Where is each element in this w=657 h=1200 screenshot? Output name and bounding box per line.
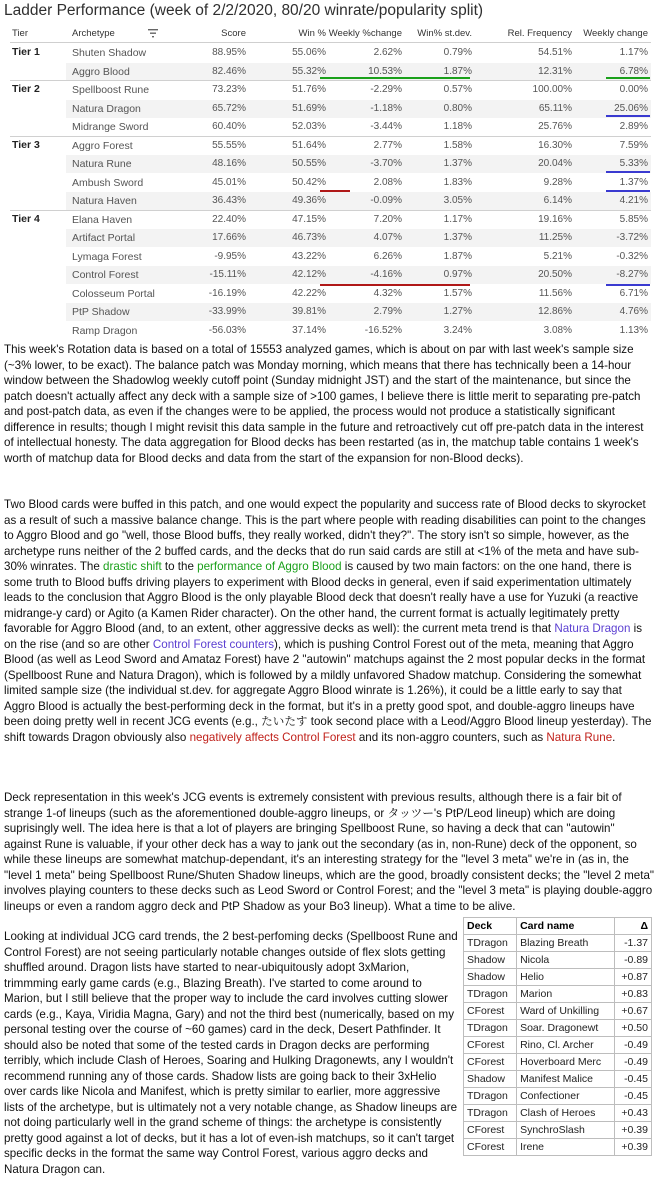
card-card-cell: Irene xyxy=(517,1139,615,1156)
tier-label: Tier 4 xyxy=(12,212,40,225)
table-row xyxy=(66,118,651,136)
sd-cell: 1.87% xyxy=(443,65,472,77)
card-table-row xyxy=(464,1037,652,1054)
win-cell: 50.55% xyxy=(292,158,326,169)
card-table-header-delta: Δ xyxy=(614,918,651,935)
score-cell: -9.95% xyxy=(214,250,246,262)
card-trends-table xyxy=(463,917,652,1156)
win-cell: 51.76% xyxy=(292,84,326,95)
card-deck-cell: TDragon xyxy=(464,935,517,952)
freq-cell: 65.11% xyxy=(538,102,572,114)
win-cell: 42.22% xyxy=(292,287,326,299)
card-card-cell: Soar. Dragonewt xyxy=(517,1020,615,1037)
page-title: Ladder Performance (week of 2/2/2020, 80/20 winrate/popularity split) xyxy=(4,2,484,19)
card-card-cell: Rino, Cl. Archer xyxy=(517,1037,615,1054)
archetype-cell: Ambush Sword xyxy=(72,176,144,189)
sd-cell: 1.27% xyxy=(443,306,472,317)
wc-cell: 1.37% xyxy=(619,176,648,188)
card-deck-cell: Shadow xyxy=(464,1071,517,1088)
paragraph-2-text xyxy=(4,497,654,745)
score-cell: 36.43% xyxy=(212,195,246,206)
card-delta-cell: +0.39 xyxy=(614,1139,651,1156)
table-row xyxy=(66,285,651,303)
sd-cell: 1.87% xyxy=(443,250,472,262)
win-cell: 55.32% xyxy=(292,65,326,77)
wpc-cell: 4.32% xyxy=(373,287,402,299)
paragraph-jcg-representation xyxy=(4,790,654,914)
p2-h: . xyxy=(612,730,616,744)
win-cell: 42.12% xyxy=(292,269,326,280)
wpc-cell: 6.26% xyxy=(373,250,402,262)
freq-cell: 20.04% xyxy=(538,158,572,169)
p2-e: is on the rise (and so are other xyxy=(4,622,642,651)
card-card-cell: Helio xyxy=(517,969,615,986)
card-table-row xyxy=(464,1020,652,1037)
wpc-cell: 4.07% xyxy=(373,232,402,243)
archetype-cell: PtP Shadow xyxy=(72,306,130,318)
underline-natura-rune-pct xyxy=(320,190,350,192)
card-table-row xyxy=(464,986,652,1003)
card-deck-cell: CForest xyxy=(464,1037,517,1054)
wc-cell: 6.71% xyxy=(619,287,648,299)
tier-label: Tier 2 xyxy=(12,83,40,95)
freq-cell: 25.76% xyxy=(538,121,572,132)
sd-cell: 0.97% xyxy=(443,269,472,280)
card-deck-cell: CForest xyxy=(464,1122,517,1139)
wc-cell: 5.85% xyxy=(619,213,648,225)
underline-aggro-blood-green xyxy=(320,77,470,79)
card-delta-cell: +0.50 xyxy=(614,1020,651,1037)
underline-control-forest-red xyxy=(320,284,470,286)
filter-icon[interactable] xyxy=(148,29,158,38)
table-row xyxy=(66,192,651,210)
win-cell: 39.81% xyxy=(292,306,326,317)
freq-cell: 11.25% xyxy=(538,232,572,243)
wc-cell: 6.78% xyxy=(619,65,648,77)
p2-negatively-affects: negatively affects Control Forest xyxy=(189,730,356,744)
score-cell: 48.16% xyxy=(212,158,246,169)
card-delta-cell: +0.39 xyxy=(614,1122,651,1139)
archetype-cell: Natura Rune xyxy=(72,158,132,170)
p2-performance-of: performance of xyxy=(197,560,276,573)
paragraph-4-text: Looking at individual JCG card trends, the 2 best-perfoming decks (Spellboost Rune and Control Forest) are not seeing particularly notable changes outside of flex slots getting shuffled around. Dragon lists have started to near-ubiquitously adopt 3xMarion, trimmming early game cards (e.g., Blazing Breath). I've started to come around to Marion, but I still believe that the proper way to include the card involves cutting slower cards (e.g., Kaya, Viridia Magna, Gary) and not the third best (numerically, based on my personal testing over the course of ~60 games) card in the deck, Desert Pathfinder. It should also be noted that some of the tested cards in Dragon decks are performing terribly, which include Clash of Heroes, Soaring and Hulking Dragonewts, any I wouldn't recommend running any of those cards. Shadow lists are going back to their 3xHelio over cards like Nicola and Manifest, which is pretty similar to earlier, more aggressive lists of the archetype, but is ultimately not a very notable change, as Shadow lineups are not doing particularly well in the grand scheme of things: the archetype is consistently pretty good against a lot of decks, but it has a lot of even-ish matchups, so it can't target specific decks in the format the same way Control Forest, various aggro decks and Natura Dragon can. xyxy=(4,930,458,1176)
freq-cell: 3.08% xyxy=(543,324,572,336)
wc-cell: 2.89% xyxy=(619,121,648,132)
freq-cell: 5.21% xyxy=(543,250,572,262)
card-table-row xyxy=(464,969,652,986)
score-cell: 55.55% xyxy=(212,139,246,151)
underline-aggro-blood-change xyxy=(606,77,650,79)
wc-cell: 25.06% xyxy=(614,102,648,114)
archetype-cell: Aggro Forest xyxy=(72,139,133,152)
freq-cell: 100.00% xyxy=(532,84,572,95)
wc-cell: 7.59% xyxy=(619,139,648,151)
score-cell: 22.40% xyxy=(212,213,246,225)
win-cell: 43.22% xyxy=(292,250,326,262)
paragraph-data-summary xyxy=(4,342,654,466)
table-row xyxy=(66,44,651,62)
card-table-row xyxy=(464,935,652,952)
header-tier[interactable]: Tier xyxy=(12,28,29,39)
wc-cell: 4.76% xyxy=(619,306,648,317)
win-cell: 51.64% xyxy=(292,139,326,151)
card-card-cell: SynchroSlash xyxy=(517,1122,615,1139)
score-cell: 82.46% xyxy=(212,65,246,77)
card-table-row xyxy=(464,1071,652,1088)
card-delta-cell: -0.89 xyxy=(614,952,651,969)
card-card-cell: Manifest Malice xyxy=(517,1071,615,1088)
score-cell: -16.19% xyxy=(208,287,246,299)
table-row xyxy=(66,137,651,155)
card-delta-cell: +0.43 xyxy=(614,1105,651,1122)
wc-cell: -8.27% xyxy=(616,269,648,280)
sd-cell: 3.24% xyxy=(443,324,472,336)
card-delta-cell: -0.49 xyxy=(614,1054,651,1071)
archetype-cell: Artifact Portal xyxy=(72,232,136,244)
table-row xyxy=(66,81,651,99)
sd-cell: 1.83% xyxy=(443,176,472,188)
sd-cell: 0.57% xyxy=(443,84,472,95)
table-row xyxy=(66,100,651,118)
tier-label: Tier 3 xyxy=(12,138,40,151)
card-delta-cell: +0.67 xyxy=(614,1003,651,1020)
archetype-cell: Shuten Shadow xyxy=(72,47,147,59)
header-score[interactable]: Score xyxy=(221,28,246,39)
wpc-cell: 7.20% xyxy=(373,213,402,225)
freq-cell: 12.31% xyxy=(538,65,572,77)
p2-b: to the xyxy=(161,560,198,573)
wpc-cell: -4.16% xyxy=(370,269,402,280)
wpc-cell: 2.62% xyxy=(373,47,402,58)
card-table-row xyxy=(464,1088,652,1105)
paragraph-card-trends xyxy=(4,929,461,1177)
win-cell: 51.69% xyxy=(292,102,326,114)
sd-cell: 0.80% xyxy=(443,102,472,114)
paragraph-1-text: This week's Rotation data is based on a total of 15553 analyzed games, which is about on par with last week's sample size (~3% lower, to be exact). The balance patch was Monday morning, which means that there has technically been a 14-hour window between the Shadowlog weekly cutoff point (Sunday midnight JST) and the start of the maintenance, but since the patch doesn't actually affect any deck with a sample size of >100 games, I believe there is little merit to separating pre-patch and post-patch data, as even if the changes were to be applied, the process would not produce a statistically significant difference in results; though I might revisit this data sample in the future and retroactively cut off pre-patch data in the interest of intellectual honesty. The data aggregation for Blood decks has been restarted (as in, the matchup table contains 1 week's worth of matchup data for Blood decks and data from the start of the expansion for non-Blood decks). xyxy=(4,343,644,465)
paragraph-3-text: Deck representation in this week's JCG events is extremely consistent with previous results, although there is a fair bit of strange 1-of lineups (such as the aforementioned double-aggro lineups, or タッツー's PtP/Leod lineup) which are doing suprisingly well. The idea here is that a lot of players are bringing Spellboost Rune, so having a deck that can "autowin" against Rune is valuable, if your other deck has a way to jank out the secondary (as in, non-Rune) deck of the opponent, so while these lineups are somewhat matchup-dependant, it's an interesting strategy for the "level 3 meta" we're in (as in, the "level 1 meta" being Spellboost Rune/Shuten Shadow lineups, which are the good, broadly consistent decks; the "level 2 meta" involves playing counters to these decks such as Leod Sword or Control Forest; and the "level 3 meta" is playing double-aggro lineups or even a random aggro deck and PtP Shadow as your Bo3 lineup). What a time to be alive. xyxy=(4,791,655,913)
table-header xyxy=(10,25,651,43)
wpc-cell: 2.77% xyxy=(373,139,402,151)
card-card-cell: Ward of Unkilling xyxy=(517,1003,615,1020)
card-card-cell: Confectioner xyxy=(517,1088,615,1105)
table-row xyxy=(66,211,651,229)
card-deck-cell: Shadow xyxy=(464,969,517,986)
wpc-cell: -1.18% xyxy=(370,102,402,114)
card-table-row xyxy=(464,1105,652,1122)
card-table-row xyxy=(464,1054,652,1071)
card-deck-cell: TDragon xyxy=(464,1105,517,1122)
score-cell: -15.11% xyxy=(209,269,246,280)
p2-f: ), which is pushing Control Forest out of the meta, meaning that Aggro Blood (as well as Leod Sword and Amataz Forest) have 2 "autowin" matchups against the 2 most popular decks in the format (Spellboost Rune and Natura Dragon), which is followed by a mildly unfavored Shadow matchup. Considering the somewhat limited sample size (the individual st.dev. for aggregate Aggro Blood winrate is 1.26%), it could be a little early to say that Aggro Blood is actually the best-performing deck in the format, but it's in a pretty good spot, and double-aggro lineups have been doing pretty well in recent JCG events (e.g., たいたす took second place with a Leod/Aggro Blood lineup yesterday). The shift towards Dragon obviously also xyxy=(4,637,652,744)
wc-cell: 0.00% xyxy=(619,84,648,95)
wpc-cell: -3.70% xyxy=(370,158,402,169)
card-table-row xyxy=(464,1003,652,1020)
score-cell: -33.99% xyxy=(208,306,246,317)
card-table-row xyxy=(464,1122,652,1139)
card-card-cell: Clash of Heroes xyxy=(517,1105,615,1122)
archetype-cell: Aggro Blood xyxy=(72,65,130,78)
p2-drastic-shift: drastic shift xyxy=(103,560,162,573)
card-table-header-card: Card name xyxy=(517,918,615,935)
card-deck-cell: CForest xyxy=(464,1054,517,1071)
freq-cell: 16.30% xyxy=(538,139,572,151)
card-card-cell: Nicola xyxy=(517,952,615,969)
underline-natura-dragon-change xyxy=(606,115,650,117)
tier-label: Tier 1 xyxy=(12,46,40,58)
wc-cell: -3.72% xyxy=(616,232,648,243)
header-weekly-change[interactable]: Weekly change xyxy=(583,28,648,39)
card-delta-cell: -1.37 xyxy=(614,935,651,952)
card-delta-cell: -0.45 xyxy=(614,1071,651,1088)
underline-aggro-forest-change xyxy=(606,171,650,173)
win-cell: 55.06% xyxy=(292,47,326,58)
win-cell: 37.14% xyxy=(292,324,326,336)
sd-cell: 1.57% xyxy=(443,287,472,299)
card-card-cell: Hoverboard Merc xyxy=(517,1054,615,1071)
sd-cell: 1.17% xyxy=(443,213,472,225)
underline-control-forest-change xyxy=(606,284,650,286)
sd-cell: 1.37% xyxy=(443,158,472,169)
freq-cell: 20.50% xyxy=(538,269,572,280)
table-row xyxy=(66,174,651,192)
card-delta-cell: +0.83 xyxy=(614,986,651,1003)
win-cell: 46.73% xyxy=(292,232,326,243)
header-archetype[interactable]: Archetype xyxy=(72,28,115,39)
wc-cell: 1.13% xyxy=(619,324,648,336)
p2-d: is caused by two main factors: on the one hand, there is some truth to Blood buffs driving players to experiment with Blood decks in general, even if said experimentation ultimately leads to the conclusion that Aggro Blood is the only playable Blood deck that doesn't really have a use for Yuzuki (a reactive midrange-y card) or Agito (a Kamen Rider character). On the other hand, the current format is actually legitimately pretty favorable for Aggro Blood (and, to an extent, other aggressive decks as well): the current meta trend is that xyxy=(4,560,639,635)
wpc-cell: -3.44% xyxy=(370,121,402,132)
win-cell: 50.42% xyxy=(292,176,326,188)
freq-cell: 19.16% xyxy=(538,213,572,225)
table-row xyxy=(66,266,651,284)
card-card-cell: Marion xyxy=(517,986,615,1003)
wpc-cell: 2.08% xyxy=(373,176,402,188)
score-cell: 88.95% xyxy=(212,47,246,58)
wpc-cell: 10.53% xyxy=(368,65,402,77)
card-delta-cell: -0.49 xyxy=(614,1037,651,1054)
card-table-header-deck: Deck xyxy=(464,918,517,935)
win-cell: 47.15% xyxy=(292,213,326,225)
card-table-row xyxy=(464,952,652,969)
wpc-cell: -0.09% xyxy=(370,195,402,206)
card-deck-cell: TDragon xyxy=(464,1088,517,1105)
header-win-stdev[interactable]: Win% st.dev. xyxy=(417,28,472,39)
header-rel-frequency[interactable]: Rel. Frequency xyxy=(507,28,572,39)
card-delta-cell: +0.87 xyxy=(614,969,651,986)
underline-natura-rune-change xyxy=(606,190,650,192)
score-cell: -56.03% xyxy=(208,324,246,336)
archetype-cell: Midrange Sword xyxy=(72,121,149,133)
p2-natura-rune: Natura Rune xyxy=(546,730,613,744)
p2-g: and its non-aggro counters, such as xyxy=(355,730,547,744)
card-deck-cell: CForest xyxy=(464,1003,517,1020)
archetype-cell: Natura Haven xyxy=(72,195,137,207)
archetype-cell: Ramp Dragon xyxy=(72,324,138,337)
card-deck-cell: TDragon xyxy=(464,986,517,1003)
win-cell: 49.36% xyxy=(292,195,326,206)
archetype-cell: Lymaga Forest xyxy=(72,250,142,263)
freq-cell: 11.56% xyxy=(538,287,572,299)
sd-cell: 1.37% xyxy=(443,232,472,243)
card-deck-cell: TDragon xyxy=(464,1020,517,1037)
wc-cell: 1.17% xyxy=(619,47,648,58)
archetype-cell: Spellboost Rune xyxy=(72,84,150,96)
wpc-cell: 2.79% xyxy=(373,306,402,317)
sd-cell: 1.18% xyxy=(443,121,472,132)
header-win[interactable]: Win % xyxy=(298,28,326,39)
freq-cell: 12.86% xyxy=(538,306,572,317)
score-cell: 65.72% xyxy=(212,102,246,114)
header-weekly-pct-change[interactable]: Weekly %change xyxy=(328,28,402,39)
card-delta-cell: -0.45 xyxy=(614,1088,651,1105)
freq-cell: 9.28% xyxy=(543,176,572,188)
table-row xyxy=(66,322,651,340)
table-row xyxy=(66,229,651,247)
table-row xyxy=(66,248,651,266)
sd-cell: 0.79% xyxy=(443,47,472,58)
wc-cell: 4.21% xyxy=(619,195,648,206)
archetype-cell: Natura Dragon xyxy=(72,102,141,115)
freq-cell: 54.51% xyxy=(538,47,572,58)
wc-cell: 5.33% xyxy=(619,158,648,169)
wpc-cell: -16.52% xyxy=(364,324,402,336)
p2-natura-dragon: Natura Dragon xyxy=(554,622,631,635)
card-deck-cell: CForest xyxy=(464,1139,517,1156)
archetype-cell: Control Forest xyxy=(72,269,139,281)
card-card-cell: Blazing Breath xyxy=(517,935,615,952)
sd-cell: 3.05% xyxy=(443,195,472,206)
card-table-row xyxy=(464,1139,652,1156)
archetype-cell: Elana Haven xyxy=(72,213,133,226)
wpc-cell: -2.29% xyxy=(370,84,402,95)
score-cell: 60.40% xyxy=(212,121,246,132)
paragraph-blood-analysis xyxy=(4,497,654,745)
ladder-table xyxy=(10,25,651,341)
sd-cell: 1.58% xyxy=(443,139,472,151)
win-cell: 52.03% xyxy=(292,121,326,132)
p2-aggro-blood: Aggro Blood xyxy=(277,560,342,573)
score-cell: 17.66% xyxy=(212,232,246,243)
archetype-cell: Colosseum Portal xyxy=(72,287,155,300)
wc-cell: -0.32% xyxy=(616,250,648,262)
freq-cell: 6.14% xyxy=(543,195,572,206)
score-cell: 73.23% xyxy=(212,84,246,95)
table-row xyxy=(66,303,651,321)
card-deck-cell: Shadow xyxy=(464,952,517,969)
table-row xyxy=(66,155,651,173)
p2-control-forest-counters: Control Forest counters xyxy=(152,637,275,651)
score-cell: 45.01% xyxy=(212,176,246,188)
p2-a: Two Blood cards were buffed in this patch, and one would expect the popularity and success rate of Blood decks to skyrocket as a result of such a massive balance change. This is the part where people with reading disabilities can point to the changes to Aggro Blood and go "well, those Blood buffs, they really worked, didn't they?". The story isn't so simple, however, as the archetype runs neither of the 2 buffed cards, and the decks that do run said cards are still at <1% of the meta and have sub-30% winrates. The xyxy=(4,498,646,573)
